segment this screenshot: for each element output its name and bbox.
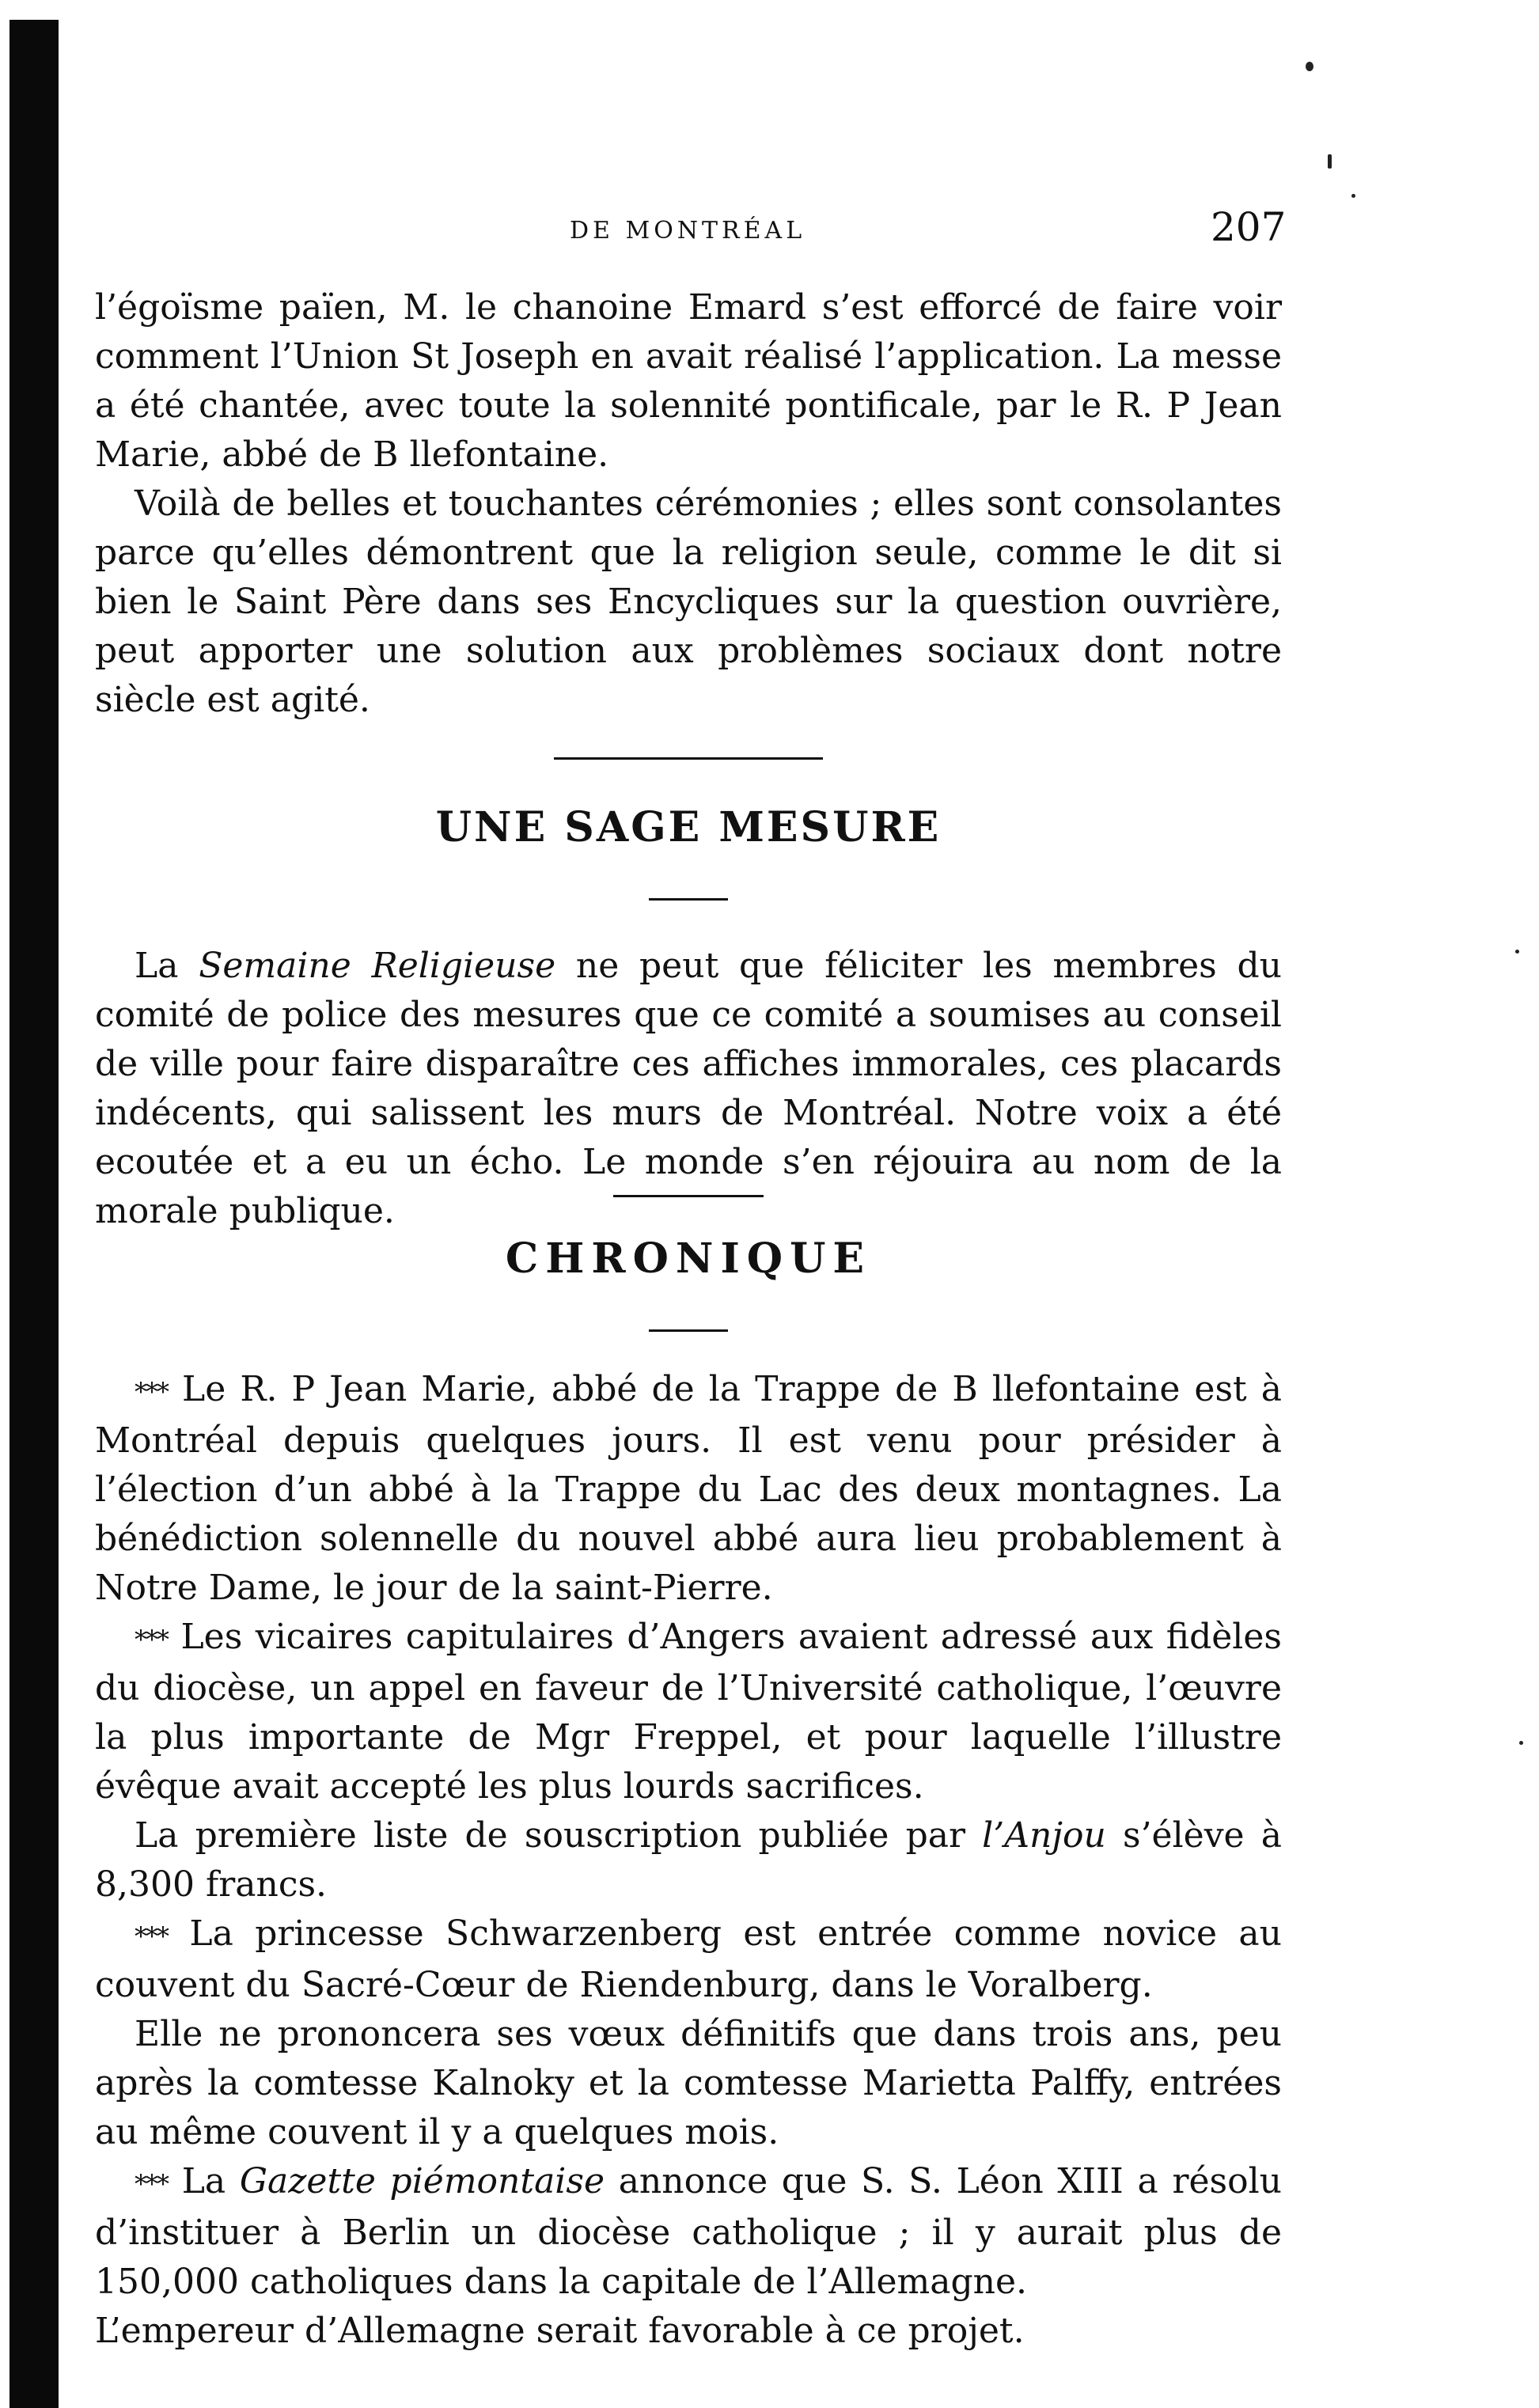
- scan-speck: [1515, 950, 1519, 954]
- chronique-item-1: [95, 1365, 1282, 1613]
- section-heading-chronique: CHRONIQUE: [505, 1234, 872, 1283]
- asterism-icon: *: [146, 1921, 157, 1951]
- asterism-icon: *: [146, 1625, 157, 1655]
- sage-mesure-paragraph: [95, 942, 1282, 1236]
- intro-paragraph-1: l’égoïsme païen, M. le chanoine Emard s’est efforcé de faire voir comment l’Union St Joseph en avait réalisé l’application. La messe a été chantée, avec toute la solennité pontificale, par le R. P Jean Marie, abbé de B llefontaine.: [95, 287, 1282, 475]
- scan-speck: [1306, 62, 1313, 71]
- scan-speck: [1519, 1741, 1523, 1745]
- section-rule-top: [95, 757, 1282, 760]
- scan-speck: [1351, 194, 1355, 198]
- asterism-icon: *: [135, 2169, 146, 2199]
- section-rule-middle: [95, 1195, 1282, 1197]
- section-heading-sage-mesure: UNE SAGE MESURE: [435, 803, 942, 851]
- chronique-item-4-start: La: [181, 2161, 240, 2201]
- sage-mesure-section: [95, 803, 1282, 851]
- chronique-item-2b-italic: l’Anjou: [982, 1815, 1106, 1856]
- asterism-icon: *: [157, 2169, 168, 2199]
- scan-edge-shadow: [9, 20, 59, 2408]
- sage-mesure-text-start: La: [135, 946, 199, 986]
- intro-section: [95, 283, 1282, 725]
- chronique-item-3-continued: Elle ne prononcera ses vœux définitifs que dans trois ans, peu après la comtesse Kalnoky et la comtesse Marietta Palffy, entrées au même couvent il y a quelques mois.: [95, 2014, 1282, 2152]
- asterism-icon: *: [135, 1921, 146, 1951]
- chronique-item-2-text: Les vicaires capitulaires d’Angers avaient adressé aux fidèles du diocèse, un appel en faveur de l’Université catholique, l’œuvre la plus importante de Mgr Freppel, et pour laquelle l’illustre évêque avait accepté les plus lourds sacrifices.: [95, 1617, 1282, 1807]
- asterism-icon: *: [146, 2169, 157, 2199]
- chronique-item-2b-start: La première liste de souscription publiée par: [135, 1815, 983, 1856]
- chronique-body: [95, 1365, 1282, 2356]
- asterism-icon: *: [157, 1921, 168, 1951]
- chronique-item-2: [95, 1613, 1282, 1811]
- asterism-icon: *: [146, 1377, 157, 1407]
- sage-mesure-italic-title: Semaine Religieuse: [199, 946, 556, 986]
- chronique-item-4-continued: L’empereur d’Allemagne serait favorable à ce projet.: [95, 2311, 1025, 2351]
- section-rule-chronique: [95, 1329, 1282, 1332]
- page-number: 207: [1211, 204, 1287, 250]
- chronique-item-4-italic: Gazette piémontaise: [239, 2161, 605, 2201]
- running-head: DE MONTRÉAL: [570, 217, 806, 245]
- chronique-item-2-continued: [95, 1811, 1282, 1909]
- asterism-icon: *: [157, 1377, 168, 1407]
- sage-mesure-body: [95, 942, 1282, 1236]
- scan-speck: [1328, 154, 1332, 169]
- chronique-item-3: [95, 1909, 1282, 2010]
- asterism-icon: *: [135, 1377, 146, 1407]
- page-header: [95, 204, 1287, 252]
- section-rule-sage: [95, 898, 1282, 901]
- asterism-icon: *: [157, 1625, 168, 1655]
- sage-mesure-text-rest: ne peut que féliciter les membres du comité de police des mesures que ce comité a soumises au conseil de ville pour faire disparaître ces affiches immorales, ces placards indécents, qui salissent les murs de Montréal. Notre voix a été ecoutée et a eu un écho. Le monde s’en réjouira au nom de la morale publique.: [95, 946, 1283, 1231]
- chronique-item-4: [95, 2157, 1282, 2307]
- chronique-section: [95, 1234, 1282, 1283]
- intro-paragraph-2: Voilà de belles et touchantes cérémonies ; elles sont consolantes parce qu’elles démontrent que la religion seule, comme le dit si bien le Saint Père dans ses Encycliques sur la question ouvrière, peut apporter une solution aux problèmes sociaux dont notre siècle est agité.: [95, 483, 1282, 720]
- chronique-item-1-text: Le R. P Jean Marie, abbé de la Trappe de B llefontaine est à Montréal depuis quelques jours. Il est venu pour présider à l’élection d’un abbé à la Trappe du Lac des deux montagnes. La bénédiction solennelle du nouvel abbé aura lieu probablement à Notre Dame, le jour de la saint-Pierre.: [95, 1369, 1282, 1608]
- chronique-item-3-text: La princesse Schwarzenberg est entrée comme novice au couvent du Sacré-Cœur de Riendenburg, dans le Voralberg.: [95, 1913, 1282, 2005]
- asterism-icon: *: [135, 1625, 146, 1655]
- chronique-item-2b-end: s’élève à 8,300 francs.: [95, 1815, 1282, 1905]
- chronique-item-4-rest: annonce que S. S. Léon XIII a résolu d’instituer à Berlin un diocèse catholique ; il y aurait plus de 150,000 catholiques dans la capitale de l’Allemagne.: [95, 2161, 1282, 2302]
